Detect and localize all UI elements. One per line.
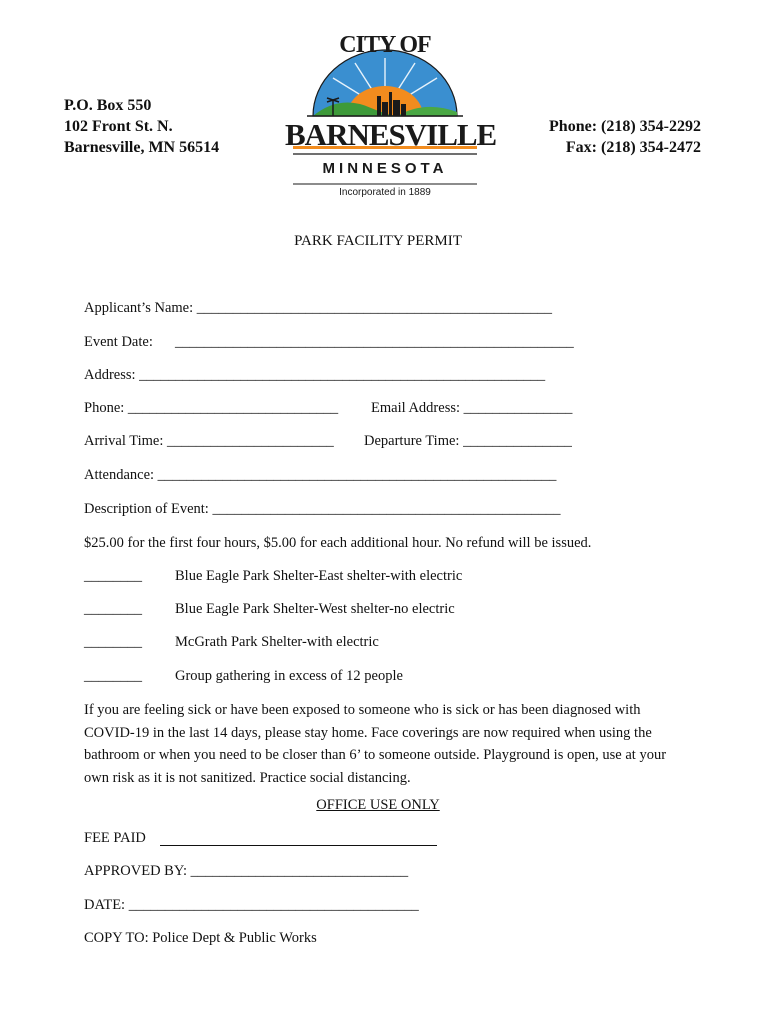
option-label: Group gathering in excess of 12 people — [175, 668, 403, 684]
address-field[interactable]: Address: ________________________________________________________ — [84, 367, 546, 383]
option-blank[interactable]: ________ — [84, 568, 142, 584]
covid-notice: If you are feeling sick or have been exposed to someone who is sick or has been diagnosed with COVID-19 in the last 14 days, please stay home. Face coverings are now required when using the bathroom or when you need to be closer than 6’ to someone outside. Playground is open, use at your own risk as it is not sanitized. Practice social distancing. — [84, 702, 667, 786]
address-line-3: Barnesville, MN 56514 — [64, 139, 220, 156]
option-blank[interactable]: ________ — [84, 601, 142, 617]
applicant-name-field[interactable]: Applicant’s Name: _________________________________________________ — [84, 300, 553, 316]
option-label: Blue Eagle Park Shelter-East shelter-with electric — [175, 568, 463, 584]
email-field[interactable]: Email Address: _______________ — [371, 400, 573, 416]
arrival-time-field[interactable]: Arrival Time: _______________________ — [84, 433, 334, 449]
approved-by-field[interactable]: APPROVED BY: ______________________________ — [84, 863, 409, 879]
copy-to: COPY TO: Police Dept & Public Works — [84, 930, 317, 946]
logo-state: MINNESOTA — [322, 160, 448, 177]
city-logo — [285, 32, 497, 202]
fee-paid-label: FEE PAID — [84, 830, 146, 846]
event-date-label: Event Date: — [84, 334, 153, 350]
description-field[interactable]: Description of Event: ________________________________________________ — [84, 501, 561, 517]
contact-block — [549, 116, 701, 158]
attendance-field[interactable]: Attendance: _______________________________________________________ — [84, 467, 557, 483]
phone-field[interactable]: Phone: _____________________________ — [84, 400, 339, 416]
event-date-field[interactable]: _______________________________________________________ — [175, 334, 574, 350]
office-date-field[interactable]: DATE: ________________________________________ — [84, 897, 419, 913]
option-label: Blue Eagle Park Shelter-West shelter-no electric — [175, 601, 455, 617]
office-use-heading: OFFICE USE ONLY — [316, 797, 440, 813]
option-label: McGrath Park Shelter-with electric — [175, 634, 379, 650]
logo-city-name: BARNESVILLE — [285, 117, 497, 152]
address-line-1: P.O. Box 550 — [64, 97, 152, 114]
option-blank[interactable]: ________ — [84, 668, 142, 684]
departure-time-field[interactable]: Departure Time: _______________ — [364, 433, 572, 449]
fee-paid-line[interactable] — [160, 845, 437, 846]
fax-number: Fax: (218) 354-2472 — [565, 139, 701, 156]
fee-text: $25.00 for the first four hours, $5.00 for each additional hour. No refund will be issued. — [84, 535, 592, 551]
form-title: PARK FACILITY PERMIT — [294, 233, 462, 249]
phone-number: Phone: (218) 354-2292 — [549, 118, 701, 135]
logo-incorporated: Incorporated in 1889 — [339, 187, 431, 198]
address-line-2: 102 Front St. N. — [64, 118, 173, 135]
logo-city-of: CITY OF — [339, 32, 431, 58]
option-blank[interactable]: ________ — [84, 634, 142, 650]
address-block — [64, 95, 219, 158]
